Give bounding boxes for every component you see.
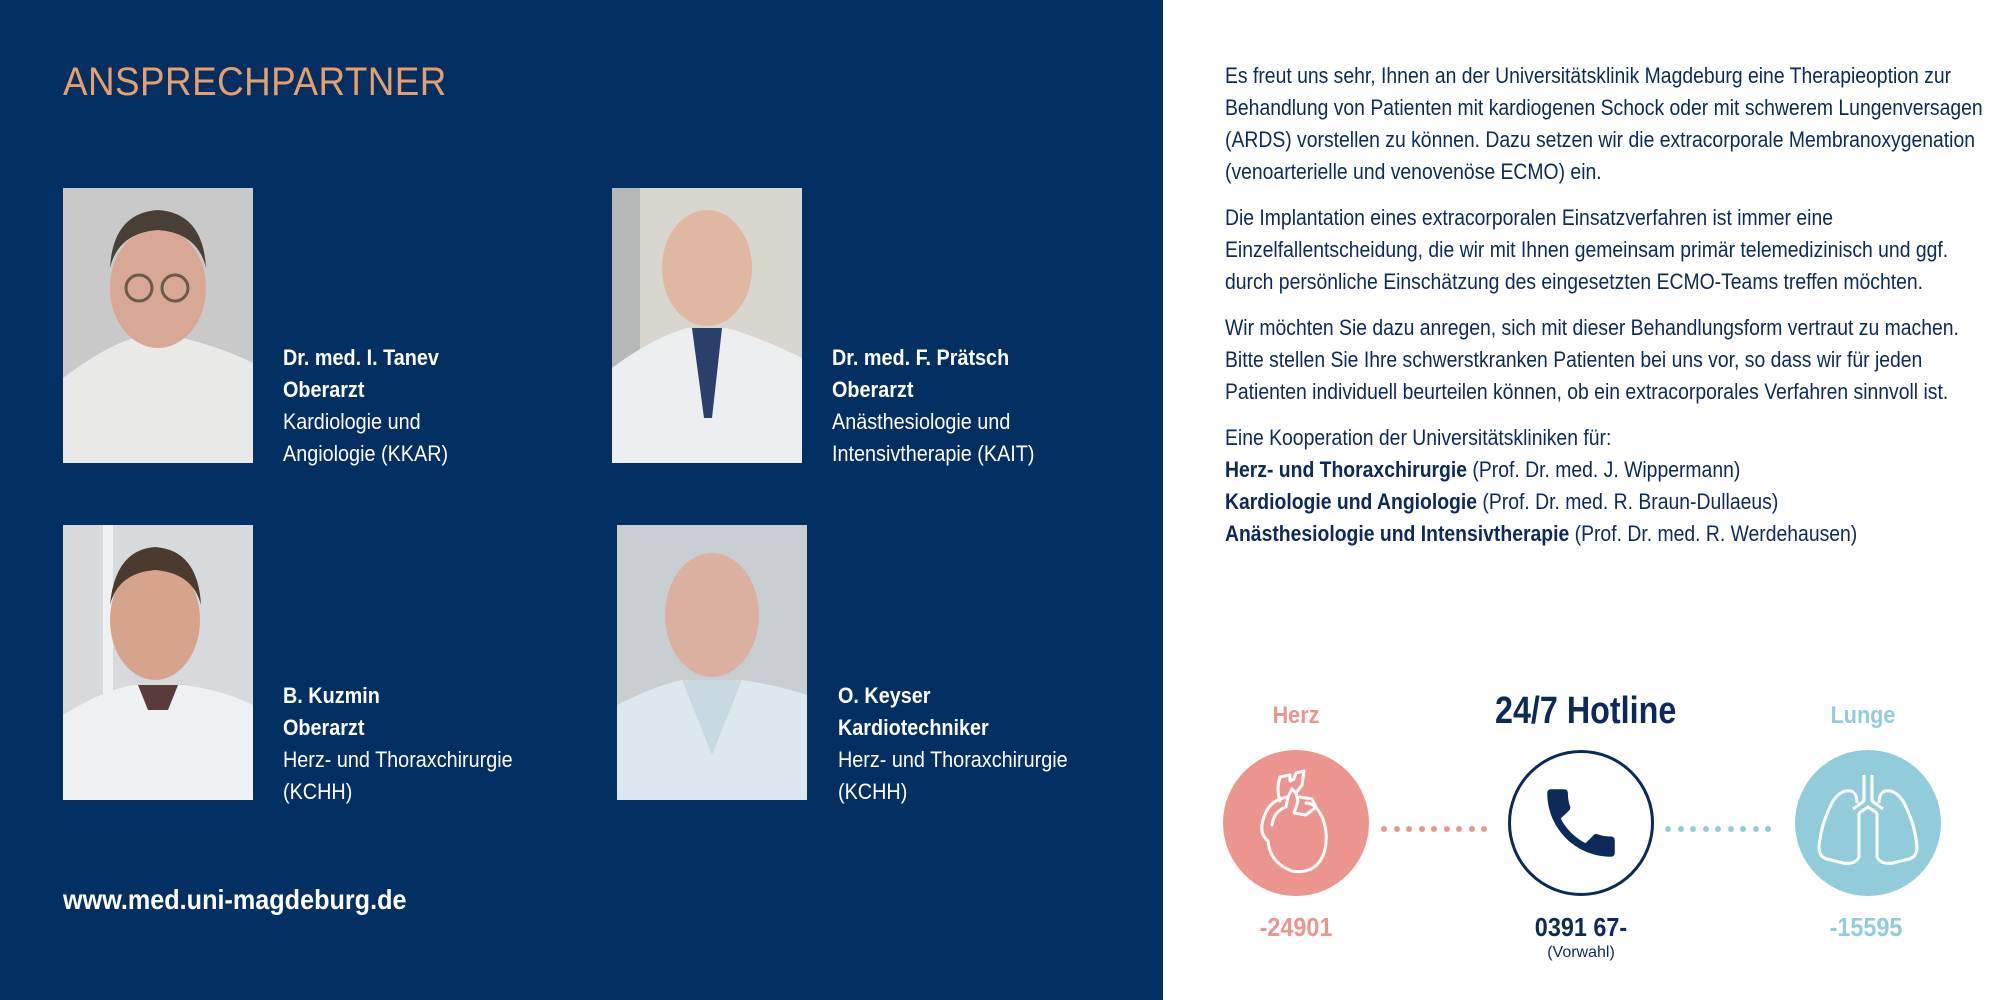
contact-role: Oberarzt [283, 715, 365, 740]
cooperation-intro: Eine Kooperation der Universitätskliniken für: [1225, 425, 1612, 450]
contact-role: Kardiotechniker [838, 715, 989, 740]
contact-department: Anästhesiologie und [832, 409, 1011, 434]
intro-paragraph: Es freut uns sehr, Ihnen an der Universitätsklinik Magdeburg eine Therapieoption zur Behandlung von Patienten mit kardiogenen Schock oder mit schwerem Lungenversagen (ARDS) vorstellen zu können. Dazu setzen wir die extracorporale Membranoxygenation (venoarterielle und venovenöse ECMO) ein. [1225, 63, 1983, 184]
heart-icon [1250, 767, 1342, 879]
cooperation-item: Herz- und Thoraxchirurgie (Prof. Dr. med. J. Wippermann) [1225, 457, 1741, 482]
lung-icon [1813, 773, 1923, 873]
contact-photo-kuzmin [63, 525, 253, 800]
cooperation-item: Kardiologie und Angiologie (Prof. Dr. med. R. Braun-Dullaeus) [1225, 489, 1779, 514]
lung-label: Lunge [1830, 702, 1896, 729]
heart-circle [1223, 750, 1369, 896]
heart-extension[interactable]: -24901 [1259, 912, 1333, 942]
cooperation-list [1225, 422, 1987, 550]
cooperation-item: Anästhesiologie und Intensivtherapie (Prof. Dr. med. R. Werdehausen) [1225, 521, 1858, 546]
phone-icon [1536, 778, 1626, 868]
heart-connector-dots [1381, 826, 1487, 832]
contact-info-praetsch [832, 342, 1034, 470]
contact-photo-keyser [617, 525, 807, 800]
hotline-title: 24/7 Hotline [1495, 690, 1677, 732]
contact-department: Herz- und Thoraxchirurgie [283, 747, 513, 772]
contact-department: Herz- und Thoraxchirurgie [838, 747, 1068, 772]
intro-paragraph: Wir möchten Sie dazu anregen, sich mit dieser Behandlungsform vertraut zu machen. Bitte stellen Sie Ihre schwerstkranken Patienten bei uns vor, so dass wir für jeden Patienten individuell beurteilen können, ob ein extracorporales Verfahren sinnvoll ist. [1225, 315, 1959, 404]
contact-info-keyser [838, 680, 1068, 808]
heart-label: Herz [1272, 702, 1320, 729]
lung-circle [1795, 750, 1941, 896]
contact-department: (KCHH) [283, 779, 353, 804]
website-link[interactable]: www.med.uni-magdeburg.de [63, 884, 407, 915]
contact-name: Dr. med. I. Tanev [283, 345, 439, 370]
intro-paragraph: Die Implantation eines extracorporalen Einsatzverfahren ist immer eine Einzelfallentscheidung, die wir mit Ihnen gemeinsam primär telemedizinisch und ggf. durch persönliche Einschätzung des eingesetzten ECMO-Teams treffen möchten. [1225, 205, 1949, 294]
phone-circle[interactable] [1508, 750, 1654, 896]
contact-role: Oberarzt [283, 377, 365, 402]
prefix-note: (Vorwahl) [1547, 944, 1615, 961]
hotline-prefix[interactable]: 0391 67- [1534, 912, 1628, 942]
contact-department: Kardiologie und [283, 409, 421, 434]
contact-name: B. Kuzmin [283, 683, 380, 708]
page-title: ANSPRECHPARTNER [63, 60, 447, 104]
contact-photo-tanev [63, 188, 253, 463]
contact-info-kuzmin [283, 680, 513, 808]
contact-info-tanev [283, 342, 448, 470]
lung-connector-dots [1665, 826, 1771, 832]
contact-name: Dr. med. F. Prätsch [832, 345, 1010, 370]
contact-photo-praetsch [612, 188, 802, 463]
intro-text [1225, 60, 1985, 550]
contact-role: Oberarzt [832, 377, 914, 402]
lung-extension[interactable]: -15595 [1829, 912, 1903, 942]
contact-name: O. Keyser [838, 683, 931, 708]
contact-department: Angiologie (KKAR) [283, 441, 449, 466]
contact-department: (KCHH) [838, 779, 908, 804]
contact-department: Intensivtherapie (KAIT) [832, 441, 1035, 466]
